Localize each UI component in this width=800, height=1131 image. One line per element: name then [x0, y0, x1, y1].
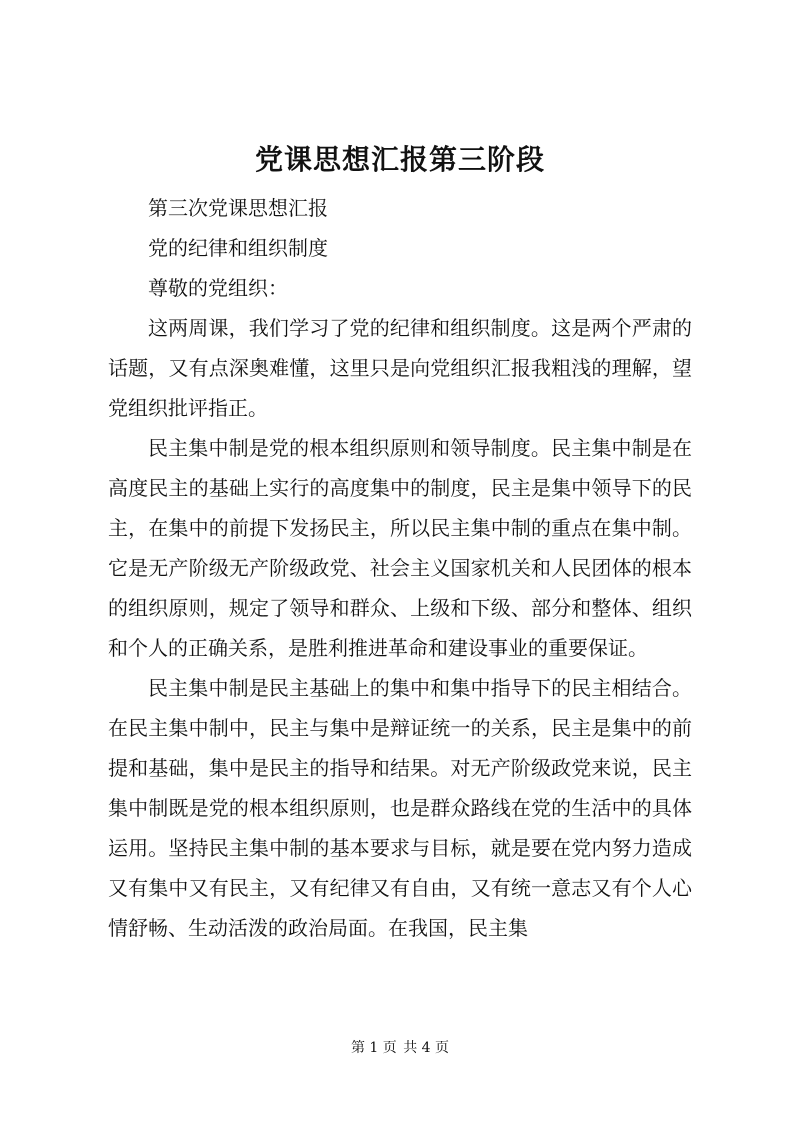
page-footer	[0, 1038, 800, 1058]
document-body	[108, 188, 692, 948]
paragraph-subtitle: 第三次党课思想汇报	[148, 196, 328, 220]
paragraph-body-1: 民主集中制是党的根本组织原则和领导制度。民主集中制是在高度民主的基础上实行的高度集中的制度，民主是集中领导下的民主，在集中的前提下发扬民主，所以民主集中制的重点在集中制。它是无产阶级无产阶级政党、社会主义国家机关和人民团体的根本的组织原则，规定了领导和群众、上级和下级、部分和整体、组织和个人的正确关系，是胜利推进革命和建设事业的重要保证。	[108, 436, 692, 660]
paragraph-intro: 这两周课，我们学习了党的纪律和组织制度。这是两个严肃的话题，又有点深奥难懂，这里只是向党组织汇报我粗浅的理解，望党组织批评指正。	[108, 316, 692, 420]
paragraph-body-2: 民主集中制是民主基础上的集中和集中指导下的民主相结合。在民主集中制中，民主与集中是辩证统一的关系，民主是集中的前提和基础，集中是民主的指导和结果。对无产阶级政党来说，民主集中制既是党的根本组织原则，也是群众路线在党的生活中的具体运用。坚持民主集中制的基本要求与目标，就是要在党内努力造成又有集中又有民主，又有纪律又有自由，又有统一意志又有个人心情舒畅、生动活泼的政治局面。在我国，民主集	[108, 676, 692, 940]
paragraph-salutation: 尊敬的党组织：	[148, 276, 288, 300]
page-number: 第 1 页	[350, 1040, 397, 1056]
page-total: 共 4 页	[403, 1040, 450, 1056]
paragraph-topic: 党的纪律和组织制度	[148, 236, 328, 260]
document-title: 党课思想汇报第三阶段	[254, 143, 545, 176]
